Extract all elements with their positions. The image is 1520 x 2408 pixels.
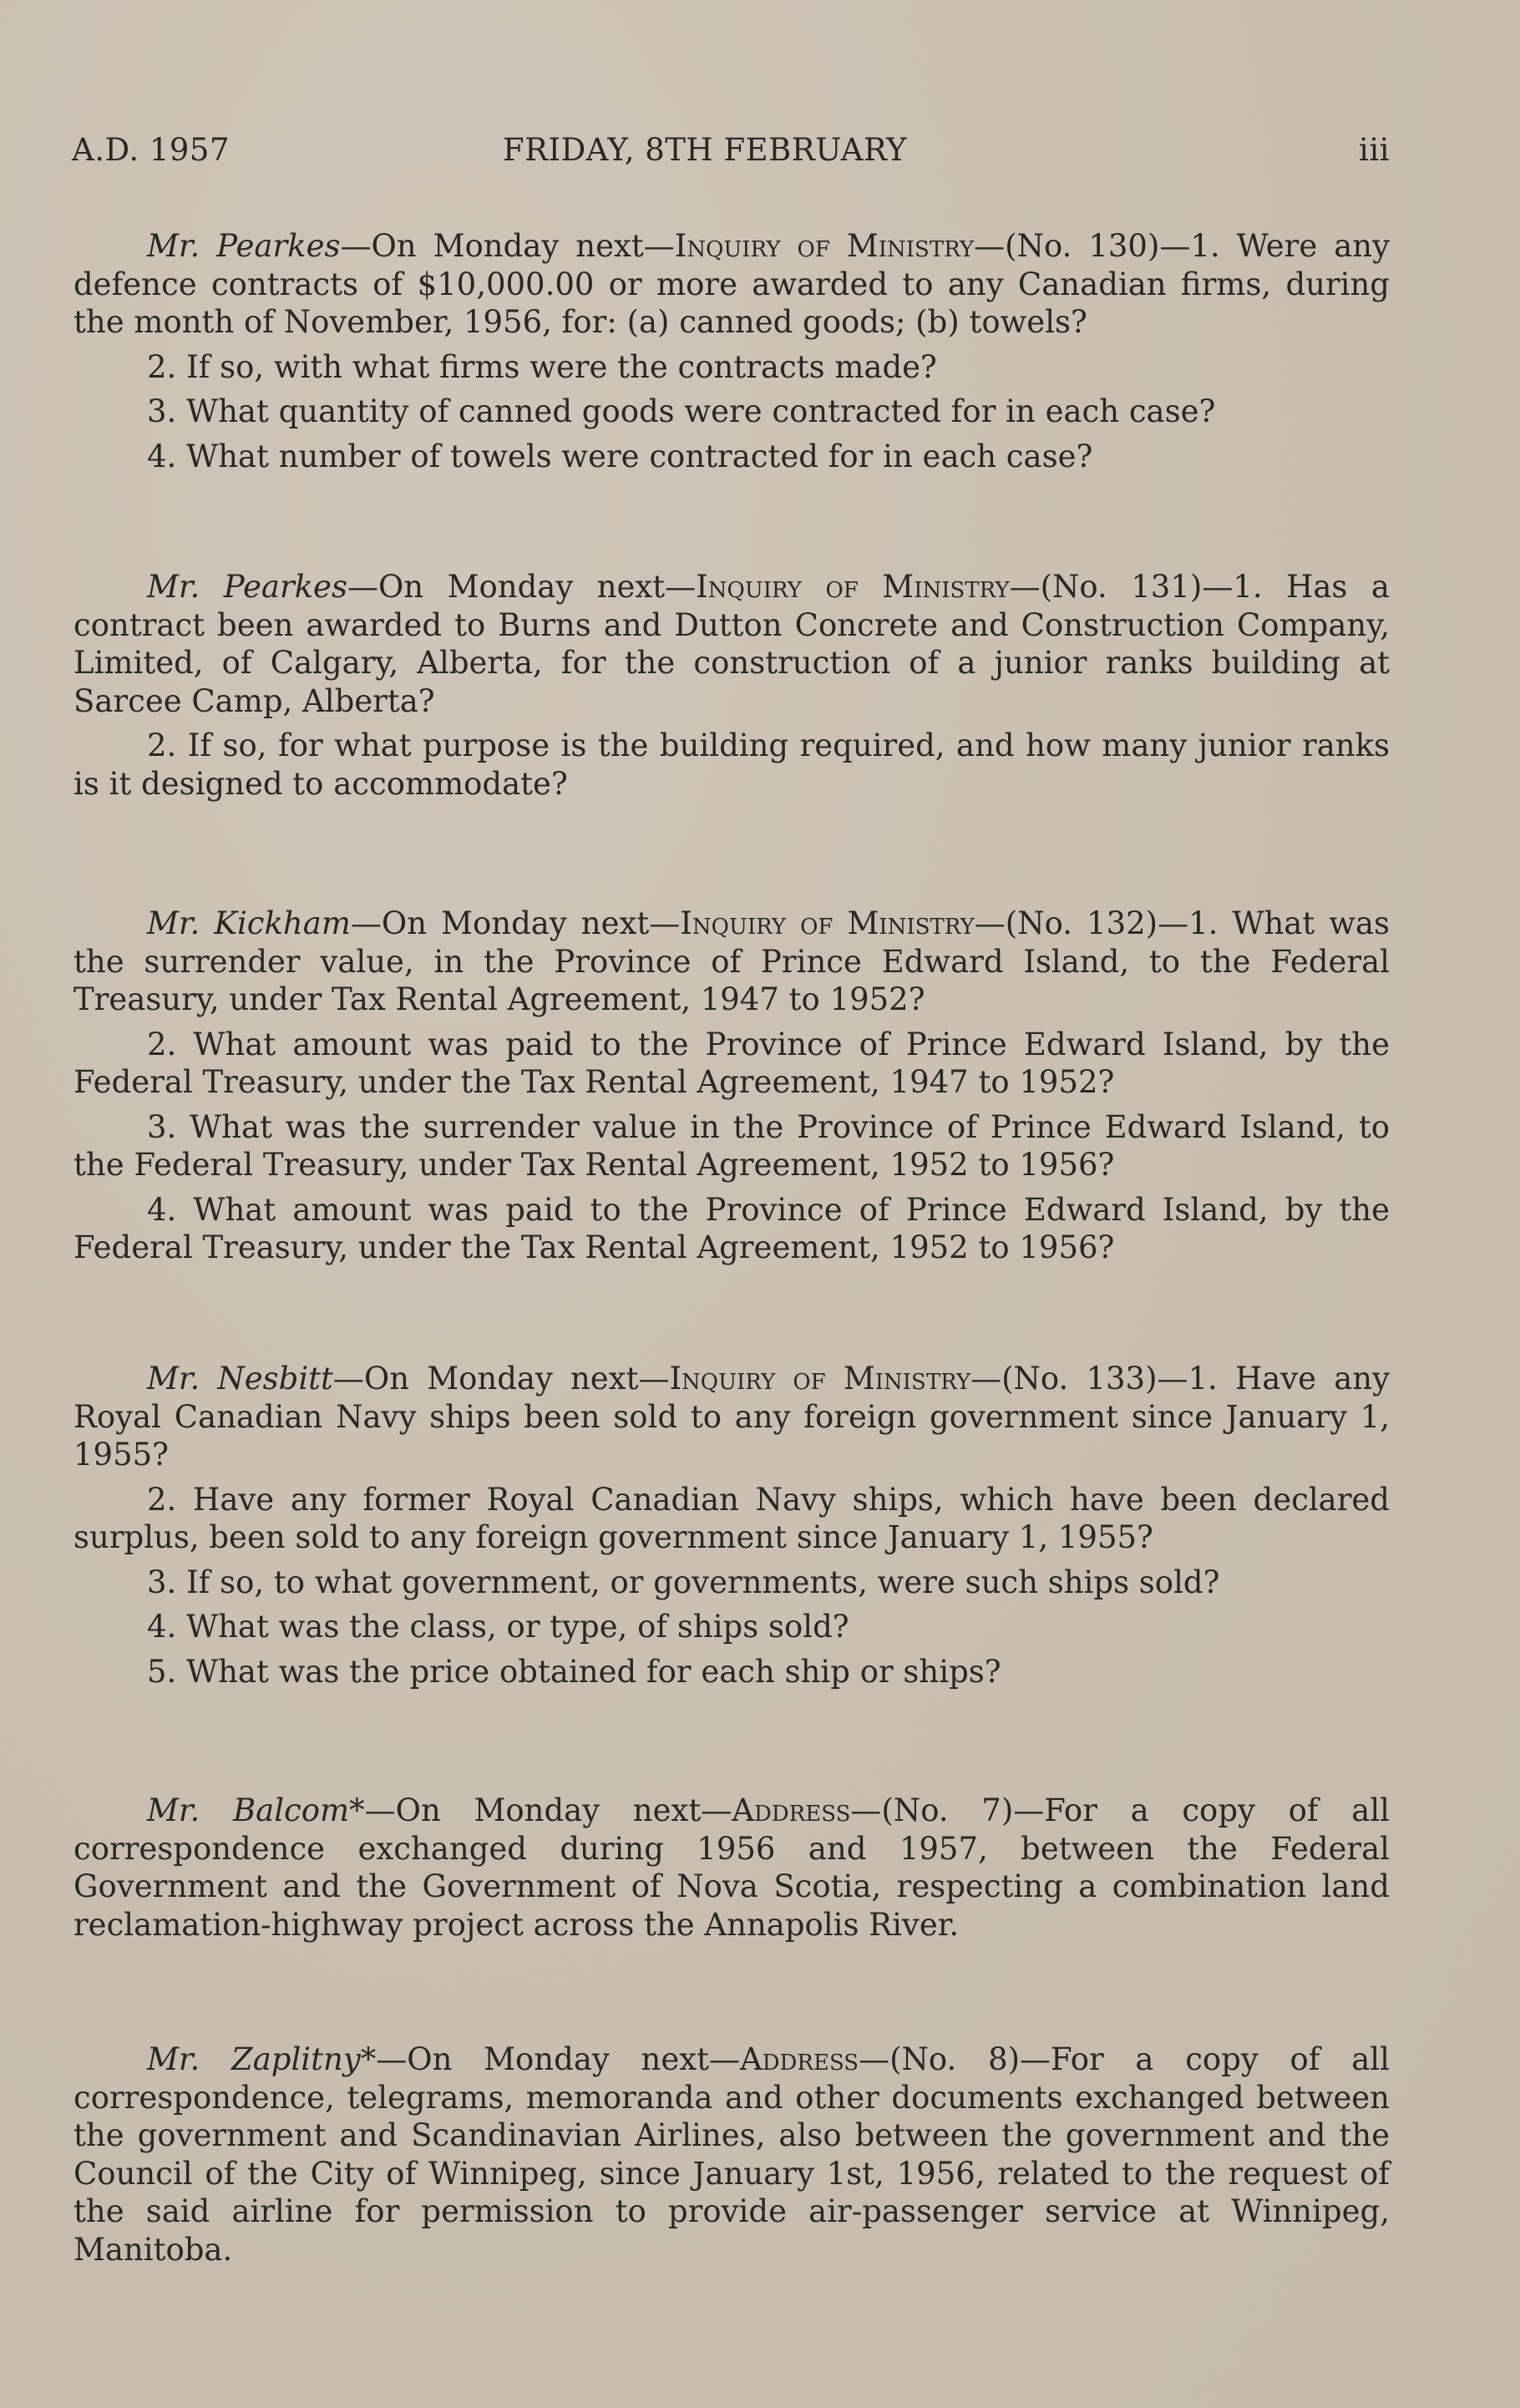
entry-kind: Inquiry of Ministry <box>680 905 975 941</box>
entry-lead: —On Monday next— <box>376 2041 740 2077</box>
speaker-name: Mr. Nesbitt <box>147 1361 333 1397</box>
entry-text: For a copy of all correspondence exchanged during 1956 and 1957, between the Federal Government and the Government of Nova Scotia, respecting a combination land reclamation-highway project across the Annapolis River. <box>73 1792 1390 1943</box>
entry-paragraph <box>73 568 1390 720</box>
entry-number: —(No. 8)— <box>859 2041 1051 2077</box>
speaker-name: Mr. Pearkes <box>147 228 341 264</box>
entry-subquestion: 5. What was the price obtained for each ship or ships? <box>147 1653 1001 1690</box>
entry-subquestion: 4. What amount was paid to the Province of Prince Edward Island, by the Federal Treasury, under the Tax Rental Agreement, 1952 to 1956? <box>73 1191 1390 1265</box>
entry-subquestion: 2. What amount was paid to the Province of Prince Edward Island, by the Federal Treasury, under the Tax Rental Agreement, 1947 to 1952? <box>73 1026 1390 1100</box>
entry-inquiry-130 <box>73 227 1390 475</box>
entry-address-8 <box>73 2040 1390 2269</box>
entry-kind: Address <box>739 2041 859 2077</box>
entry-paragraph <box>73 1792 1390 1944</box>
entry-paragraph <box>73 1360 1390 1474</box>
entry-number: —(No. 132)—1. <box>974 905 1219 941</box>
entry-subquestion: 2. If so, with what firms were the contracts made? <box>147 348 937 385</box>
header-date: FRIDAY, 8TH FEBRUARY <box>503 132 908 168</box>
entry-address-7 <box>73 1792 1390 1944</box>
speaker-name: Mr. Balcom* <box>147 1792 365 1828</box>
entry-number: —(No. 133)—1. <box>970 1361 1218 1397</box>
header-year: A.D. 1957 <box>72 132 231 168</box>
entry-subquestion: 4. What was the class, or type, of ships sold? <box>147 1609 849 1645</box>
entry-text: What was the surrender value, in the Province of Prince Edward Island, to the Federal Treasury, under Tax Rental Agreement, 1947 to 1952? <box>73 905 1390 1017</box>
entry-subquestion: 3. If so, to what government, or governments, were such ships sold? <box>147 1564 1220 1600</box>
entry-lead: —On Monday next— <box>350 905 681 941</box>
entry-text: Were any defence contracts of $10,000.00 or more awarded to any Canadian firms, during the month of November, 1956, for: (a) canned goods; (b) towels? <box>73 228 1390 340</box>
header-page-number: iii <box>1358 132 1390 168</box>
entry-text: For a copy of all correspondence, telegrams, memoranda and other documents exchanged between the government and Scandinavian Airlines, also between the government and the Council of the City of Winnipeg, since January 1st, 1956, related to the request of the said airline for permission to provide air-passenger service at Winnipeg, Manitoba. <box>73 2041 1390 2268</box>
entry-inquiry-131 <box>73 568 1390 803</box>
speaker-name: Mr. Kickham <box>147 905 351 941</box>
entry-subquestion: 2. If so, for what purpose is the building required, and how many junior ranks is it designed to accommodate? <box>73 727 1390 802</box>
entry-kind: Inquiry of Ministry <box>669 1361 971 1397</box>
entry-paragraph <box>73 905 1390 1019</box>
entry-text: Has a contract been awarded to Burns and Dutton Concrete and Construction Company, Limited, of Calgary, Alberta, for the construction of a junior ranks building at Sarcee Camp, Alberta? <box>73 569 1390 719</box>
entry-kind: Address <box>732 1792 851 1828</box>
entry-paragraph <box>73 2040 1390 2269</box>
speaker-name: Mr. Zaplitny* <box>147 2041 377 2077</box>
entry-number: —(No. 7)— <box>850 1792 1045 1828</box>
entry-lead: —On Monday next— <box>340 228 675 264</box>
entry-subquestion: 3. What quantity of canned goods were contracted for in each case? <box>147 393 1216 429</box>
entry-subquestion: 4. What number of towels were contracted for in each case? <box>147 438 1093 474</box>
speaker-name: Mr. Pearkes <box>147 569 347 605</box>
entry-paragraph <box>73 227 1390 342</box>
entry-lead: —On Monday next— <box>347 569 697 605</box>
entry-number: —(No. 131)—1. <box>1009 569 1263 605</box>
entry-inquiry-132 <box>73 905 1390 1267</box>
entry-kind: Inquiry of Ministry <box>696 569 1010 605</box>
entry-text: Have any Royal Canadian Navy ships been sold to any foreign government since January 1, 1955? <box>73 1361 1390 1473</box>
entry-lead: —On Monday next— <box>332 1361 670 1397</box>
entry-number: —(No. 130)—1. <box>974 228 1220 264</box>
entry-inquiry-133 <box>73 1360 1390 1691</box>
entry-subquestion: 3. What was the surrender value in the Province of Prince Edward Island, to the Federal Treasury, under Tax Rental Agreement, 1952 to 1956? <box>73 1108 1390 1183</box>
entry-subquestion: 2. Have any former Royal Canadian Navy ships, which have been declared surplus, been sold to any foreign government since January 1, 1955? <box>73 1481 1390 1555</box>
entry-kind: Inquiry of Ministry <box>674 228 975 264</box>
entry-lead: —On Monday next— <box>364 1792 732 1828</box>
